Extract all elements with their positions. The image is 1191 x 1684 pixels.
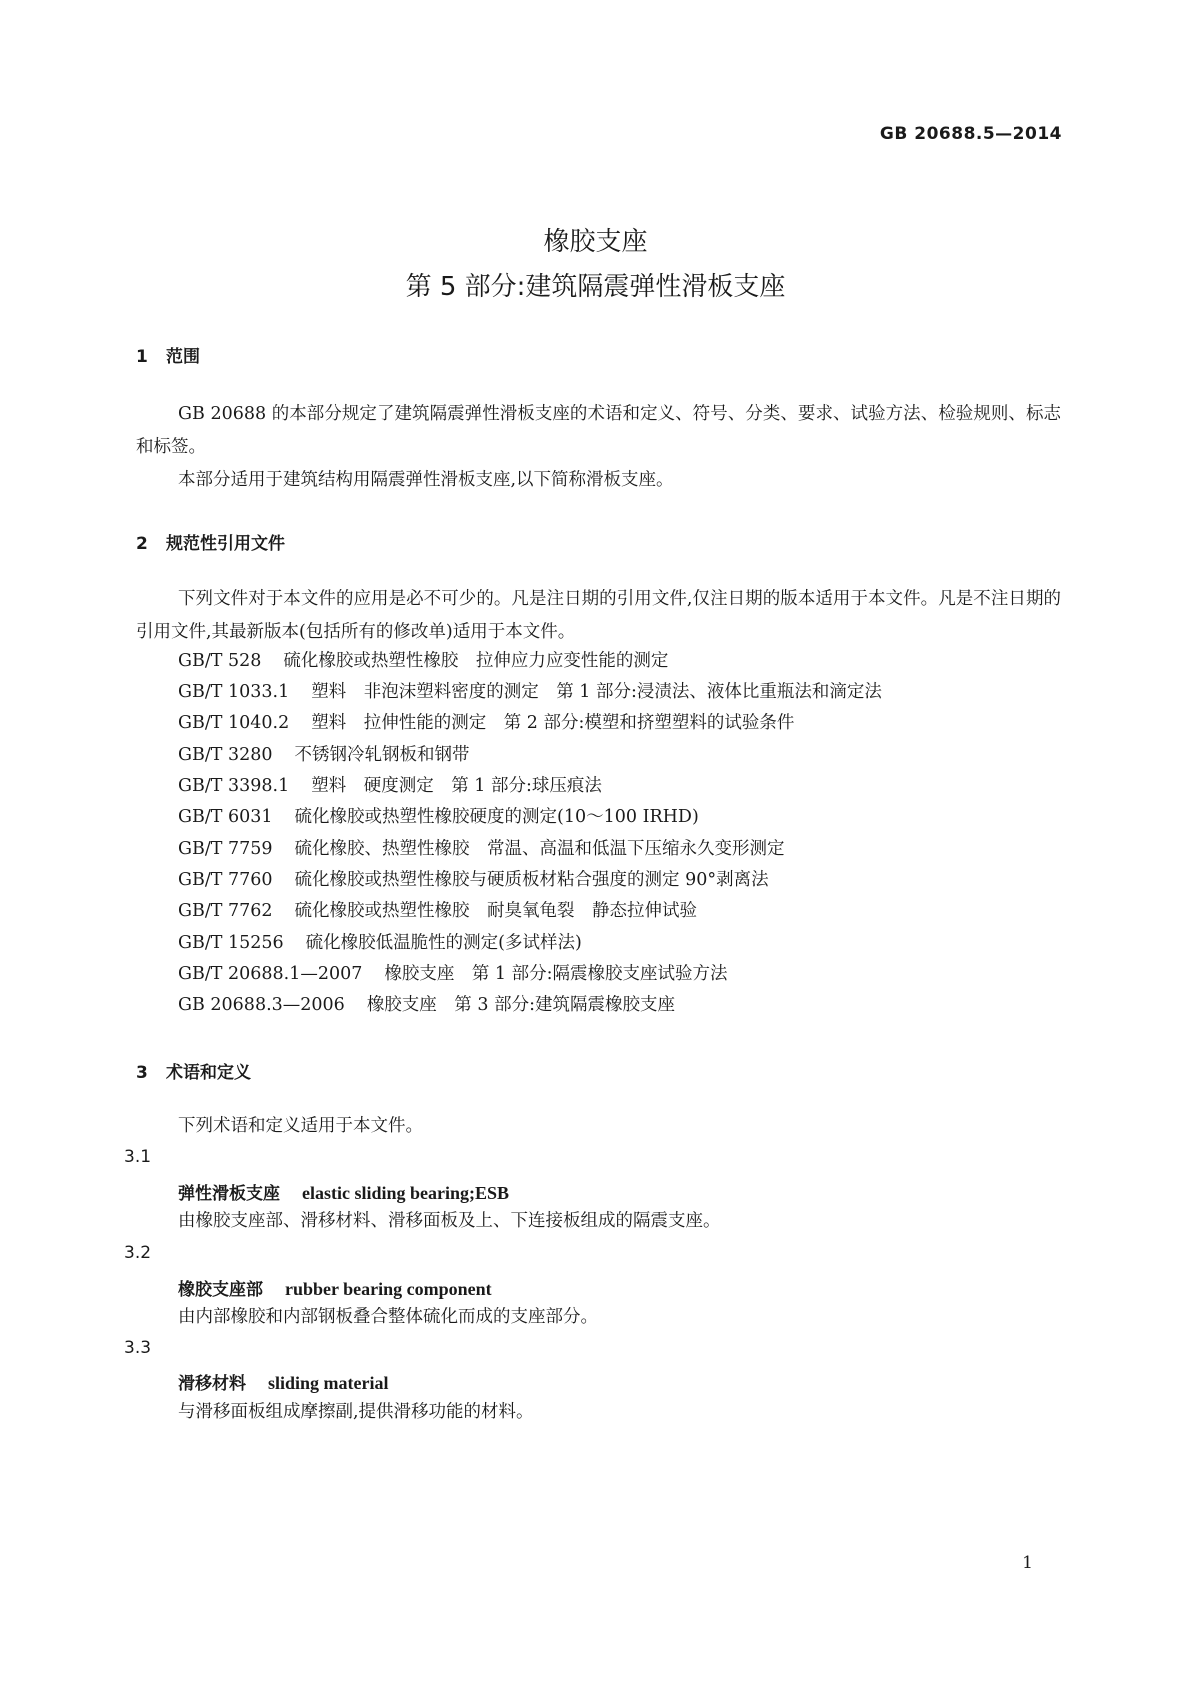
term-en: rubber bearing component bbox=[285, 1279, 492, 1299]
reference-item bbox=[178, 771, 602, 801]
reference-code: GB/T 528 bbox=[178, 651, 262, 671]
reference-item bbox=[178, 740, 470, 770]
term-definition: 由橡胶支座部、滑移材料、滑移面板及上、下连接板组成的隔震支座。 bbox=[178, 1211, 721, 1231]
term-zh: 滑移材料 bbox=[178, 1374, 246, 1394]
section-heading-normative-references bbox=[136, 529, 285, 554]
reference-title: 硫化橡胶或热塑性橡胶与硬质板材粘合强度的测定 90°剥离法 bbox=[294, 870, 769, 890]
reference-code: GB 20688.3—2006 bbox=[178, 995, 345, 1015]
term-name bbox=[178, 1275, 492, 1300]
reference-title: 不锈钢冷轧钢板和钢带 bbox=[294, 745, 470, 765]
reference-code: GB/T 7760 bbox=[178, 870, 273, 890]
paragraph: 下列术语和定义适用于本文件。 bbox=[178, 1116, 423, 1136]
section-heading-scope bbox=[136, 342, 200, 367]
term-zh: 橡胶支座部 bbox=[178, 1280, 263, 1300]
reference-title: 塑料 非泡沫塑料密度的测定 第 1 部分:浸渍法、液体比重瓶法和滴定法 bbox=[311, 682, 882, 702]
term-definition: 与滑移面板组成摩擦副,提供滑移功能的材料。 bbox=[178, 1402, 534, 1422]
reference-item bbox=[178, 708, 794, 738]
reference-item bbox=[178, 959, 728, 989]
reference-code: GB/T 7759 bbox=[178, 839, 273, 859]
document-subtitle: 第 5 部分:建筑隔震弹性滑板支座 bbox=[405, 272, 786, 302]
term-number: 3.1 bbox=[124, 1147, 152, 1167]
reference-code: GB/T 7762 bbox=[178, 901, 273, 921]
reference-title: 硫化橡胶或热塑性橡胶硬度的测定(10～100 IRHD) bbox=[294, 807, 699, 827]
document-title: 橡胶支座 bbox=[543, 227, 648, 257]
reference-title: 硫化橡胶低温脆性的测定(多试样法) bbox=[305, 933, 582, 953]
reference-item bbox=[178, 834, 785, 864]
reference-title: 塑料 硬度测定 第 1 部分:球压痕法 bbox=[311, 776, 602, 796]
reference-item bbox=[178, 646, 668, 676]
reference-item bbox=[178, 865, 769, 895]
section-title: 范围 bbox=[166, 347, 200, 367]
reference-code: GB/T 3280 bbox=[178, 745, 273, 765]
reference-title: 橡胶支座 第 1 部分:隔震橡胶支座试验方法 bbox=[384, 964, 728, 984]
section-title: 术语和定义 bbox=[166, 1063, 251, 1083]
reference-item bbox=[178, 896, 697, 926]
section-number: 3 bbox=[136, 1063, 148, 1083]
reference-title: 硫化橡胶、热塑性橡胶 常温、高温和低温下压缩永久变形测定 bbox=[294, 839, 785, 859]
title-block bbox=[0, 224, 1191, 305]
page-number: 1 bbox=[1022, 1553, 1033, 1573]
reference-code: GB/T 6031 bbox=[178, 807, 273, 827]
paragraph: 下列文件对于本文件的应用是必不可少的。凡是注日期的引用文件,仅注日期的版本适用于本文件。凡是不注日期的引用文件,其最新版本(包括所有的修改单)适用于本文件。 bbox=[136, 589, 1061, 642]
reference-code: GB/T 20688.1—2007 bbox=[178, 964, 363, 984]
section-number: 1 bbox=[136, 347, 148, 367]
reference-code: GB/T 1033.1 bbox=[178, 682, 290, 702]
reference-item bbox=[178, 928, 582, 958]
section-heading-terms-and-definitions bbox=[136, 1058, 251, 1083]
section-number: 2 bbox=[136, 534, 148, 554]
term-number: 3.3 bbox=[124, 1338, 152, 1358]
term-en: elastic sliding bearing;ESB bbox=[302, 1183, 510, 1203]
term-name bbox=[178, 1179, 509, 1204]
reference-code: GB/T 15256 bbox=[178, 933, 284, 953]
standard-code: GB 20688.5—2014 bbox=[879, 124, 1062, 144]
paragraph: 本部分适用于建筑结构用隔震弹性滑板支座,以下简称滑板支座。 bbox=[178, 470, 674, 490]
reference-item bbox=[178, 677, 882, 707]
reference-code: GB/T 1040.2 bbox=[178, 713, 290, 733]
term-en: sliding material bbox=[268, 1373, 389, 1393]
term-zh: 弹性滑板支座 bbox=[178, 1184, 280, 1204]
reference-title: 塑料 拉伸性能的测定 第 2 部分:模塑和挤塑塑料的试验条件 bbox=[311, 713, 795, 733]
reference-code: GB/T 3398.1 bbox=[178, 776, 290, 796]
reference-item bbox=[178, 802, 699, 832]
reference-item bbox=[178, 990, 675, 1020]
term-name bbox=[178, 1369, 389, 1394]
term-number: 3.2 bbox=[124, 1243, 152, 1263]
reference-title: 硫化橡胶或热塑性橡胶 拉伸应力应变性能的测定 bbox=[283, 651, 669, 671]
reference-title: 硫化橡胶或热塑性橡胶 耐臭氧龟裂 静态拉伸试验 bbox=[294, 901, 698, 921]
reference-title: 橡胶支座 第 3 部分:建筑隔震橡胶支座 bbox=[366, 995, 675, 1015]
section-title: 规范性引用文件 bbox=[166, 534, 285, 554]
term-definition: 由内部橡胶和内部钢板叠合整体硫化而成的支座部分。 bbox=[178, 1307, 598, 1327]
paragraph: GB 20688 的本部分规定了建筑隔震弹性滑板支座的术语和定义、符号、分类、要求、试验方法、检验规则、标志和标签。 bbox=[136, 404, 1061, 457]
